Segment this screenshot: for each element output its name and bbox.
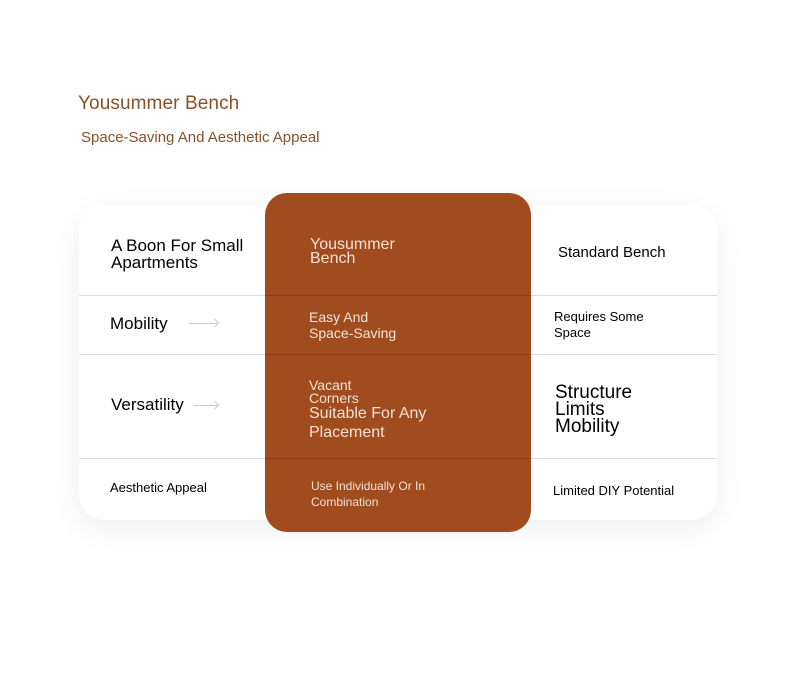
yousummer-line: Corners (309, 390, 359, 406)
yousummer-line: Space-Saving (309, 325, 397, 341)
page-title: Yousummer Bench (78, 93, 240, 114)
yousummer-cell-mobility (309, 309, 396, 341)
yousummer-line: Placement (309, 424, 385, 441)
yousummer-cell-versatility-a (309, 379, 359, 405)
yousummer-line: Suitable For Any (309, 405, 427, 422)
yousummer-line: Yousummer (310, 236, 395, 253)
standard-cell-mobility (554, 309, 644, 341)
yousummer-line: Vacant (309, 377, 352, 393)
yousummer-cell-header (310, 238, 395, 266)
standard-cell-versatility (555, 384, 632, 435)
yousummer-highlight-column (265, 193, 531, 532)
row-divider (265, 295, 531, 296)
yousummer-line: Combination (311, 495, 379, 509)
standard-line: Mobility (555, 416, 620, 437)
feature-cell-versatility: Versatility (111, 395, 184, 414)
feature-cell-apartments (111, 237, 243, 271)
standard-line: Structure (555, 382, 633, 403)
standard-line: Requires Some (554, 309, 644, 324)
feature-line: A Boon For Small (111, 236, 244, 255)
yousummer-cell-aesthetic (311, 478, 425, 510)
arrow-right-icon (189, 323, 217, 324)
feature-cell-aesthetic: Aesthetic Appeal (110, 480, 207, 495)
row-divider (265, 354, 531, 355)
yousummer-line: Easy And (309, 309, 369, 325)
row-divider (265, 458, 531, 459)
yousummer-line: Bench (310, 250, 356, 267)
feature-cell-mobility: Mobility (110, 314, 168, 333)
yousummer-line: Use Individually Or In (311, 479, 426, 493)
feature-line: Apartments (111, 253, 198, 272)
standard-cell-aesthetic: Limited DIY Potential (553, 483, 675, 498)
standard-cell-header: Standard Bench (558, 244, 666, 261)
standard-line: Space (554, 325, 591, 340)
standard-line: Limits (555, 399, 605, 420)
page-subtitle: Space-Saving And Aesthetic Appeal (81, 129, 320, 146)
arrow-right-icon (193, 405, 217, 406)
yousummer-cell-versatility-b (309, 404, 426, 442)
